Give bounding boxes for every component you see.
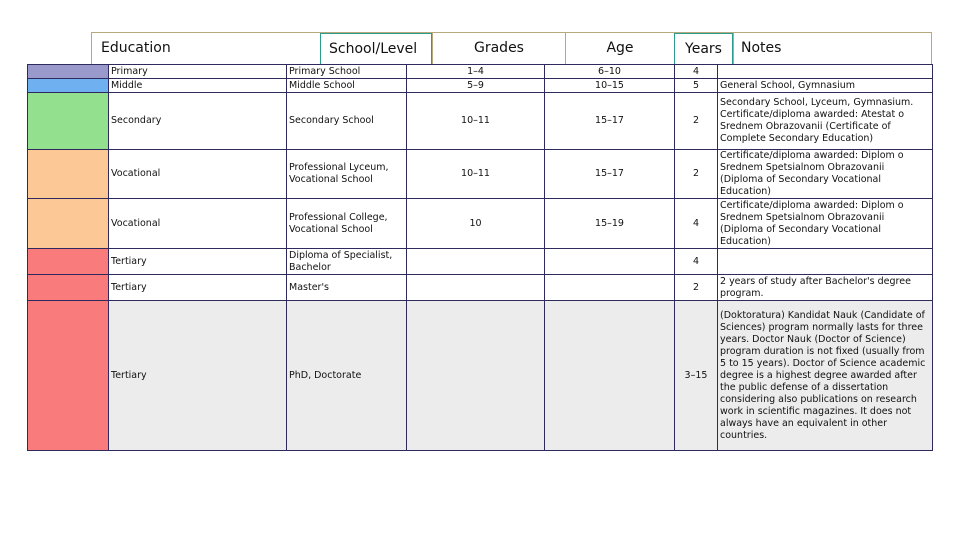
cell-education: Primary <box>109 65 287 79</box>
header-years: Years <box>674 33 733 64</box>
cell-years: 2 <box>675 93 718 150</box>
cell-age: 10–15 <box>545 79 675 93</box>
table-row <box>28 65 933 79</box>
cell-years: 4 <box>675 249 718 275</box>
cell-years: 5 <box>675 79 718 93</box>
cell-notes <box>718 65 933 79</box>
cell-grades <box>407 275 545 301</box>
cell-education: Tertiary <box>109 301 287 451</box>
cell-education: Vocational <box>109 199 287 249</box>
level-color-swatch <box>28 79 109 93</box>
cell-age: 15–17 <box>545 93 675 150</box>
header-education: Education <box>91 33 320 64</box>
cell-grades: 10 <box>407 199 545 249</box>
cell-notes: General School, Gymnasium <box>718 79 933 93</box>
cell-school: Professional College, Vocational School <box>287 199 407 249</box>
cell-years: 3–15 <box>675 301 718 451</box>
cell-age <box>545 275 675 301</box>
cell-school: Master's <box>287 275 407 301</box>
cell-age <box>545 249 675 275</box>
cell-school: PhD, Doctorate <box>287 301 407 451</box>
table-row <box>28 301 933 451</box>
cell-grades <box>407 249 545 275</box>
cell-education: Vocational <box>109 150 287 199</box>
cell-grades: 1–4 <box>407 65 545 79</box>
cell-age: 6–10 <box>545 65 675 79</box>
level-color-swatch <box>28 65 109 79</box>
header-grades: Grades <box>432 33 565 64</box>
cell-years: 4 <box>675 65 718 79</box>
level-color-swatch <box>28 150 109 199</box>
level-color-swatch <box>28 93 109 150</box>
table-header <box>91 32 932 65</box>
cell-notes: Certificate/diploma awarded: Diplom o Srednem Spetsialnom Obrazovanii (Diploma of Secondary Vocational Education) <box>718 199 933 249</box>
header-notes: Notes <box>733 33 932 64</box>
cell-grades: 5–9 <box>407 79 545 93</box>
cell-school: Middle School <box>287 79 407 93</box>
cell-years: 4 <box>675 199 718 249</box>
table-row <box>28 249 933 275</box>
cell-education: Tertiary <box>109 275 287 301</box>
header-school-level: School/Level <box>320 33 432 64</box>
cell-notes: Secondary School, Lyceum, Gymnasium. Certificate/diploma awarded: Atestat o Srednem Obrazovanii (Certificate of Complete Secondary Education) <box>718 93 933 150</box>
cell-notes: 2 years of study after Bachelor's degree program. <box>718 275 933 301</box>
cell-years: 2 <box>675 150 718 199</box>
cell-school: Diploma of Specialist, Bachelor <box>287 249 407 275</box>
cell-school: Professional Lyceum, Vocational School <box>287 150 407 199</box>
table-row <box>28 93 933 150</box>
cell-notes <box>718 249 933 275</box>
cell-notes: Certificate/diploma awarded: Diplom o Srednem Spetsialnom Obrazovanii (Diploma of Secondary Vocational Education) <box>718 150 933 199</box>
header-age: Age <box>565 33 674 64</box>
cell-education: Tertiary <box>109 249 287 275</box>
level-color-swatch <box>28 199 109 249</box>
level-color-swatch <box>28 301 109 451</box>
cell-notes: (Doktoratura) Kandidat Nauk (Candidate of Sciences) program normally lasts for three years. Doctor Nauk (Doctor of Science) program duration is not fixed (usually from 5 to 15 years). Doctor of Science academic degree is a highest degree awarded after the public defense of a dissertation considering also publications on research work in scientific magazines. It does not always have an equivalent in other countries. <box>718 301 933 451</box>
level-color-swatch <box>28 275 109 301</box>
cell-years: 2 <box>675 275 718 301</box>
cell-grades: 10–11 <box>407 93 545 150</box>
table-row <box>28 79 933 93</box>
table-row <box>28 150 933 199</box>
cell-education: Secondary <box>109 93 287 150</box>
table-row <box>28 199 933 249</box>
cell-grades <box>407 301 545 451</box>
cell-age: 15–19 <box>545 199 675 249</box>
level-color-swatch <box>28 249 109 275</box>
table-row <box>28 275 933 301</box>
cell-school: Primary School <box>287 65 407 79</box>
education-table <box>27 64 933 451</box>
cell-age <box>545 301 675 451</box>
cell-school: Secondary School <box>287 93 407 150</box>
cell-education: Middle <box>109 79 287 93</box>
cell-age: 15–17 <box>545 150 675 199</box>
cell-grades: 10–11 <box>407 150 545 199</box>
